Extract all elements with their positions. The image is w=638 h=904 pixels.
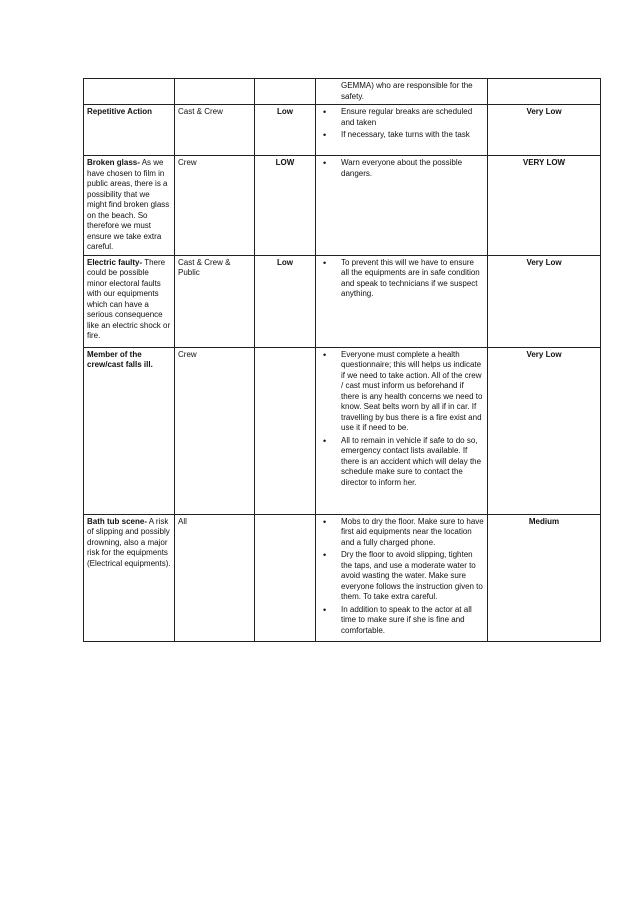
hazard-cell: [84, 514, 175, 641]
who-at-risk-cell: All: [175, 514, 255, 641]
control-measures-cell: [316, 514, 488, 641]
hazard-title: Member of the crew/cast falls ill.: [87, 349, 153, 369]
who-at-risk-cell: [175, 79, 255, 105]
risk-level-cell: [255, 514, 316, 641]
control-measure-item: • To prevent this will we have to ensure all the equipments are in safe condition and speak to technicians if we suspect anything.: [319, 258, 484, 300]
control-measure-item: • All to remain in vehicle if safe to do so, emergency contact lists available. If there is an accident which will delay the schedule make sure to contact the director to inform her.: [319, 436, 484, 489]
residual-risk-cell: VERY LOW: [488, 156, 601, 256]
hazard-description: There could be possible minor electoral faults with our equipments which can have a serious consequence like an electric shock or fire.: [87, 257, 171, 340]
risk-level-cell: Low: [255, 105, 316, 156]
hazard-title: Bath tub scene-: [87, 516, 148, 526]
hazard-description: As we have chosen to film in public areas, there is a possibility that we might find broken glass on the beach. So therefore we must ensure we take extra careful.: [87, 158, 170, 251]
residual-risk-cell: Very Low: [488, 347, 601, 514]
who-at-risk-cell: Cast & Crew & Public: [175, 255, 255, 347]
risk-level-cell: [255, 79, 316, 105]
control-measure-item: • Warn everyone about the possible dangers.: [319, 158, 484, 179]
control-measures-cell: [316, 105, 488, 156]
control-measures-list: [319, 158, 484, 179]
risk-level-cell: LOW: [255, 156, 316, 256]
table-row: [84, 514, 601, 641]
hazard-cell: [84, 105, 175, 156]
hazard-description: A risk of slipping and possibly drowning, also a major risk for the equipments (Electrical equipments).: [87, 516, 171, 568]
table-row: [84, 156, 601, 256]
hazard-title: Repetitive Action: [87, 107, 153, 116]
control-measure-item: • Ensure regular breaks are scheduled and taken: [319, 107, 484, 128]
hazard-title: Electric faulty-: [87, 257, 143, 267]
hazard-cell: [84, 347, 175, 514]
risk-level-cell: [255, 347, 316, 514]
table-row: [84, 105, 601, 156]
control-measures-list: [319, 517, 484, 637]
hazard-title: Broken glass-: [87, 158, 140, 167]
residual-risk-cell: [488, 79, 601, 105]
hazard-cell: [84, 255, 175, 347]
table-row: [84, 79, 601, 105]
table-row: [84, 255, 601, 347]
control-measure-item: • If necessary, take turns with the task: [319, 130, 484, 141]
control-measures-cell: [316, 79, 488, 105]
who-at-risk-cell: Cast & Crew: [175, 105, 255, 156]
who-at-risk-cell: Crew: [175, 347, 255, 514]
control-measures-list: [319, 81, 484, 102]
control-measures-cell: [316, 347, 488, 514]
risk-assessment-table: [83, 78, 601, 642]
residual-risk-cell: Very Low: [488, 105, 601, 156]
control-measures-list: [319, 350, 484, 489]
hazard-cell: [84, 79, 175, 105]
control-measure-item: • In addition to speak to the actor at all time to make sure if she is fine and comfortable.: [319, 605, 484, 637]
control-measure-item: • Everyone must complete a health questionnaire; this will helps us indicate if we need to take action. All of the crew / cast must inform us beforehand if there is any health concerns we need to know. Seat belts worn by all if in car. If travelling by bus there is a fire exist and use it if need to be.: [319, 350, 484, 434]
risk-level-cell: Low: [255, 255, 316, 347]
control-measure-item: • Dry the floor to avoid slipping, tighten the taps, and use a moderate water to avoid wasting the water. Make sure everyone follows the instruction given to them. To take extra careful.: [319, 550, 484, 603]
risk-table-body: [84, 79, 601, 642]
control-measures-cell: [316, 255, 488, 347]
control-measures-list: [319, 258, 484, 300]
control-measure-item: GEMMA) who are responsible for the safety.: [341, 81, 473, 101]
who-at-risk-cell: Crew: [175, 156, 255, 256]
table-row: [84, 347, 601, 514]
control-measure-item: • Mobs to dry the floor. Make sure to have first aid equipments near the location and a fully charged phone.: [319, 517, 484, 549]
residual-risk-cell: Very Low: [488, 255, 601, 347]
control-measures-list: [319, 107, 484, 141]
control-measures-cell: [316, 156, 488, 256]
hazard-cell: [84, 156, 175, 256]
residual-risk-cell: Medium: [488, 514, 601, 641]
